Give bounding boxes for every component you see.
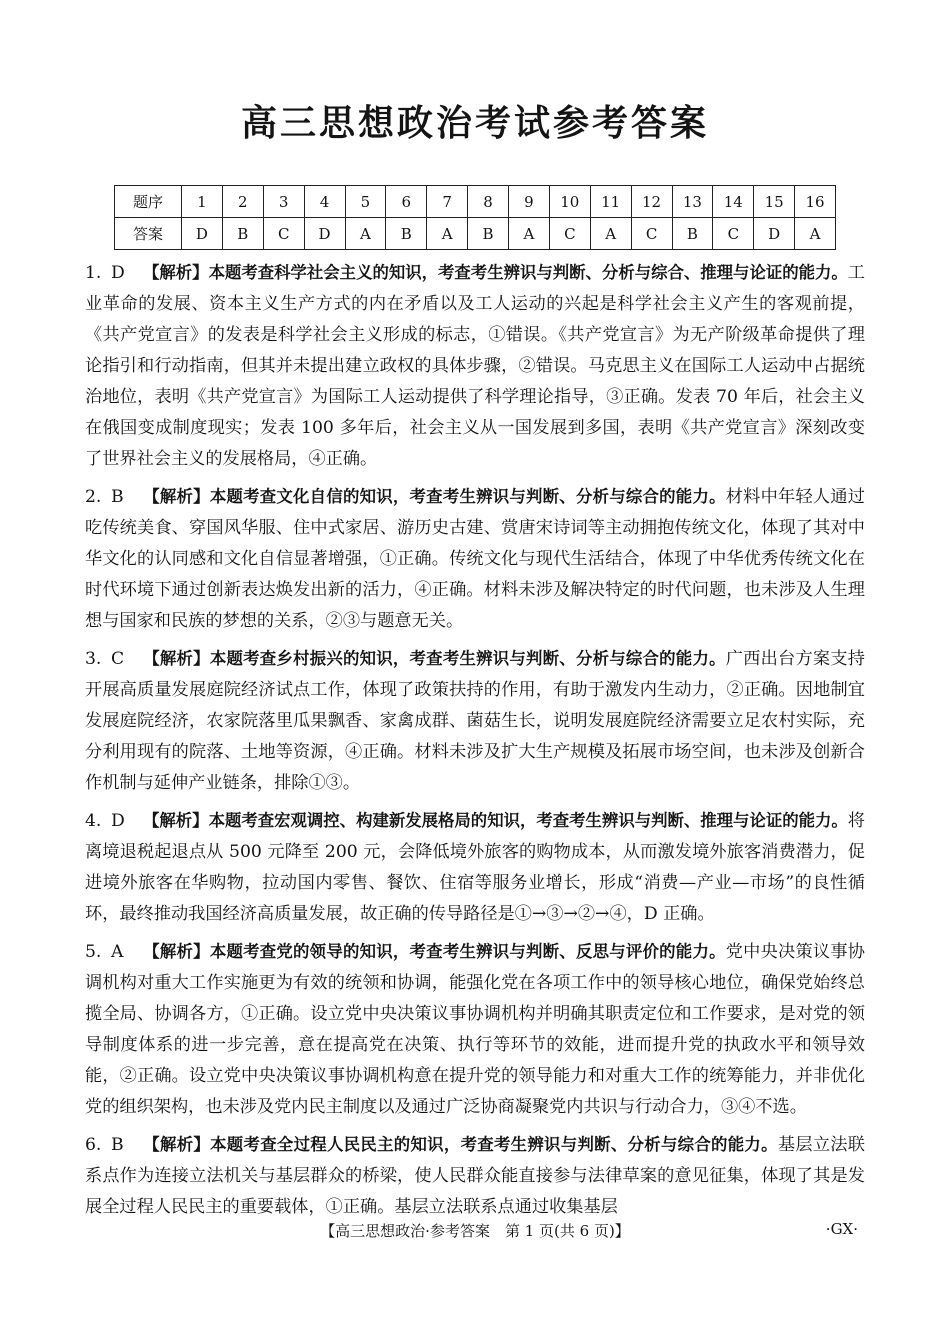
question-number-cell: 9 xyxy=(509,186,550,218)
question-number-cell: 2 xyxy=(222,186,263,218)
item-summary: 本题考查宏观调控、构建新发展格局的知识，考查考生辨识与判断、推理与论证的能力。 xyxy=(208,811,848,830)
item-answer: D xyxy=(111,811,125,831)
item-text: 材料中年轻人通过吃传统美食、穿国风华服、住中式家居、游历史古建、赏唐宋诗词等主动拥抱传统文化，体现了其对中华文化的认同感和文化自信显著增强，①正确。传统文化与现代生活结合，体现了中华优秀传统文化在时代环境下通过创新表达焕发出新的活力，④正确。材料未涉及解决特定的时代问题，也未涉及人生理想与国家和民族的梦想的关系，②③与题意无关。 xyxy=(85,487,865,631)
answer-cell: A xyxy=(509,218,550,250)
row-label-answer: 答案 xyxy=(115,218,182,250)
answer-cell: A xyxy=(427,218,468,250)
item-text: 将离境退税起退点从 500 元降至 200 元，会降低境外旅客的购物成本，从而激发境外旅客消费潜力，促进境外旅客在华购物，拉动国内零售、餐饮、住宿等服务业增长，形成“消费—产业—市场”的良性循环，最终推动我国经济高质量发展，故正确的传导路径是①→③→②→④，D 正确。 xyxy=(85,811,865,924)
explanations xyxy=(85,257,865,1229)
item-answer: D xyxy=(111,263,125,283)
item-answer: B xyxy=(111,1135,124,1155)
item-text: 广西出台方案支持开展高质量发展庭院经济试点工作，体现了政策扶持的作用，有助于激发内生动力，②正确。因地制宜发展庭院经济，农家院落里瓜果飘香、家禽成群、菌菇生长，说明发展庭院经济需要立足农村实际，充分利用现有的院落、土地等资源，④正确。材料未涉及扩大生产规模及拓展市场空间，也未涉及创新合作机制与延伸产业链条，排除①③。 xyxy=(85,649,865,793)
answer-cell: C xyxy=(549,218,590,250)
question-number-cell: 8 xyxy=(468,186,509,218)
page-title: 高三思想政治考试参考答案 xyxy=(240,103,709,144)
answer-cell: C xyxy=(263,218,304,250)
item-number: 1. xyxy=(85,263,102,283)
analysis-tag: 【解析】 xyxy=(143,649,210,668)
item-answer: A xyxy=(111,942,124,962)
item-number: 4. xyxy=(85,811,102,831)
answer-cell: B xyxy=(468,218,509,250)
explanation-item xyxy=(85,936,865,1123)
item-number: 3. xyxy=(85,649,102,669)
question-number-cell: 13 xyxy=(672,186,713,218)
answer-cell: B xyxy=(222,218,263,250)
answer-row xyxy=(115,218,836,250)
question-number-cell: 12 xyxy=(631,186,672,218)
answer-cell: B xyxy=(672,218,713,250)
question-number-cell: 1 xyxy=(182,186,223,218)
page-footer: 【高三思想政治·参考答案 第 1 页(共 6 页)】 xyxy=(320,1222,630,1240)
item-summary: 本题考查党的领导的知识，考查考生辨识与判断、反思与评价的能力。 xyxy=(209,942,726,961)
item-summary: 本题考查科学社会主义的知识，考查考生辨识与判断、分析与综合、推理与论证的能力。 xyxy=(208,263,848,282)
explanation-item xyxy=(85,643,865,799)
answer-cell: C xyxy=(713,218,754,250)
item-answer: B xyxy=(111,487,124,507)
answer-cell: A xyxy=(590,218,631,250)
item-text: 基层立法联系点作为连接立法机关与基层群众的桥梁，使人民群众能直接参与法律草案的意见征集，体现了其是发展全过程人民民主的重要载体，①正确。基层立法联系点通过收集基层 xyxy=(85,1135,865,1217)
question-number-row xyxy=(115,186,836,218)
explanation-item xyxy=(85,481,865,637)
question-number-cell: 16 xyxy=(795,186,836,218)
question-number-cell: 10 xyxy=(549,186,590,218)
item-text: 工业革命的发展、资本主义生产方式的内在矛盾以及工人运动的兴起是科学社会主义产生的客观前提，《共产党宣言》的发表是科学社会主义形成的标志，①错误。《共产党宣言》为无产阶级革命提供了理论指引和行动指南，但其并未提出建立政权的具体步骤，②错误。马克思主义在国际工人运动中占据统治地位，表明《共产党宣言》为国际工人运动提供了科学理论指导，③正确。发表 70 年后，社会主义在俄国变成制度现实；发表 100 多年后，社会主义从一国发展到多国，表明《共产党宣言》深刻改变了世界社会主义的发展格局，④正确。 xyxy=(85,263,865,469)
question-number-cell: 14 xyxy=(713,186,754,218)
analysis-tag: 【解析】 xyxy=(143,942,210,961)
analysis-tag: 【解析】 xyxy=(143,263,209,282)
item-number: 2. xyxy=(85,487,102,507)
item-number: 5. xyxy=(85,942,102,962)
question-number-cell: 4 xyxy=(304,186,345,218)
analysis-tag: 【解析】 xyxy=(143,811,209,830)
row-label-question-number: 题序 xyxy=(115,186,182,218)
answer-cell: D xyxy=(304,218,345,250)
answer-cell: C xyxy=(631,218,672,250)
region-mark: ·GX· xyxy=(825,1220,858,1238)
answer-cell: A xyxy=(795,218,836,250)
item-number: 6. xyxy=(85,1135,102,1155)
question-number-cell: 5 xyxy=(345,186,386,218)
question-number-cell: 6 xyxy=(386,186,427,218)
item-answer: C xyxy=(111,649,125,669)
item-summary: 本题考查乡村振兴的知识，考查考生辨识与判断、分析与综合的能力。 xyxy=(209,649,726,668)
item-text: 党中央决策议事协调机构对重大工作实施更为有效的统领和协调，能强化党在各项工作中的领导核心地位，确保党始终总揽全局、协调各方，①正确。设立党中央决策议事协调机构并明确其职责定位和工作要求，是对党的领导制度体系的进一步完善，意在提高党在决策、执行等环节的效能，进而提升党的执政水平和领导效能，②正确。设立党中央决策议事协调机构意在提升党的领导能力和对重大工作的统筹能力，并非优化党的组织架构，也未涉及党内民主制度以及通过广泛协商凝聚党内共识与行动合力，③④不选。 xyxy=(85,942,865,1117)
item-summary: 本题考查文化自信的知识，考查考生辨识与判断、分析与综合的能力。 xyxy=(209,487,726,506)
answer-cell: A xyxy=(345,218,386,250)
answer-table xyxy=(114,185,836,250)
question-number-cell: 11 xyxy=(590,186,631,218)
analysis-tag: 【解析】 xyxy=(143,487,210,506)
explanation-item xyxy=(85,1129,865,1223)
explanation-item xyxy=(85,257,865,475)
question-number-cell: 7 xyxy=(427,186,468,218)
answer-cell: B xyxy=(386,218,427,250)
answer-cell: D xyxy=(754,218,795,250)
answer-cell: D xyxy=(182,218,223,250)
question-number-cell: 3 xyxy=(263,186,304,218)
analysis-tag: 【解析】 xyxy=(143,1135,211,1154)
question-number-cell: 15 xyxy=(754,186,795,218)
item-summary: 本题考查全过程人民民主的知识，考查考生辨识与判断、分析与综合的能力。 xyxy=(210,1135,778,1154)
explanation-item xyxy=(85,805,865,930)
